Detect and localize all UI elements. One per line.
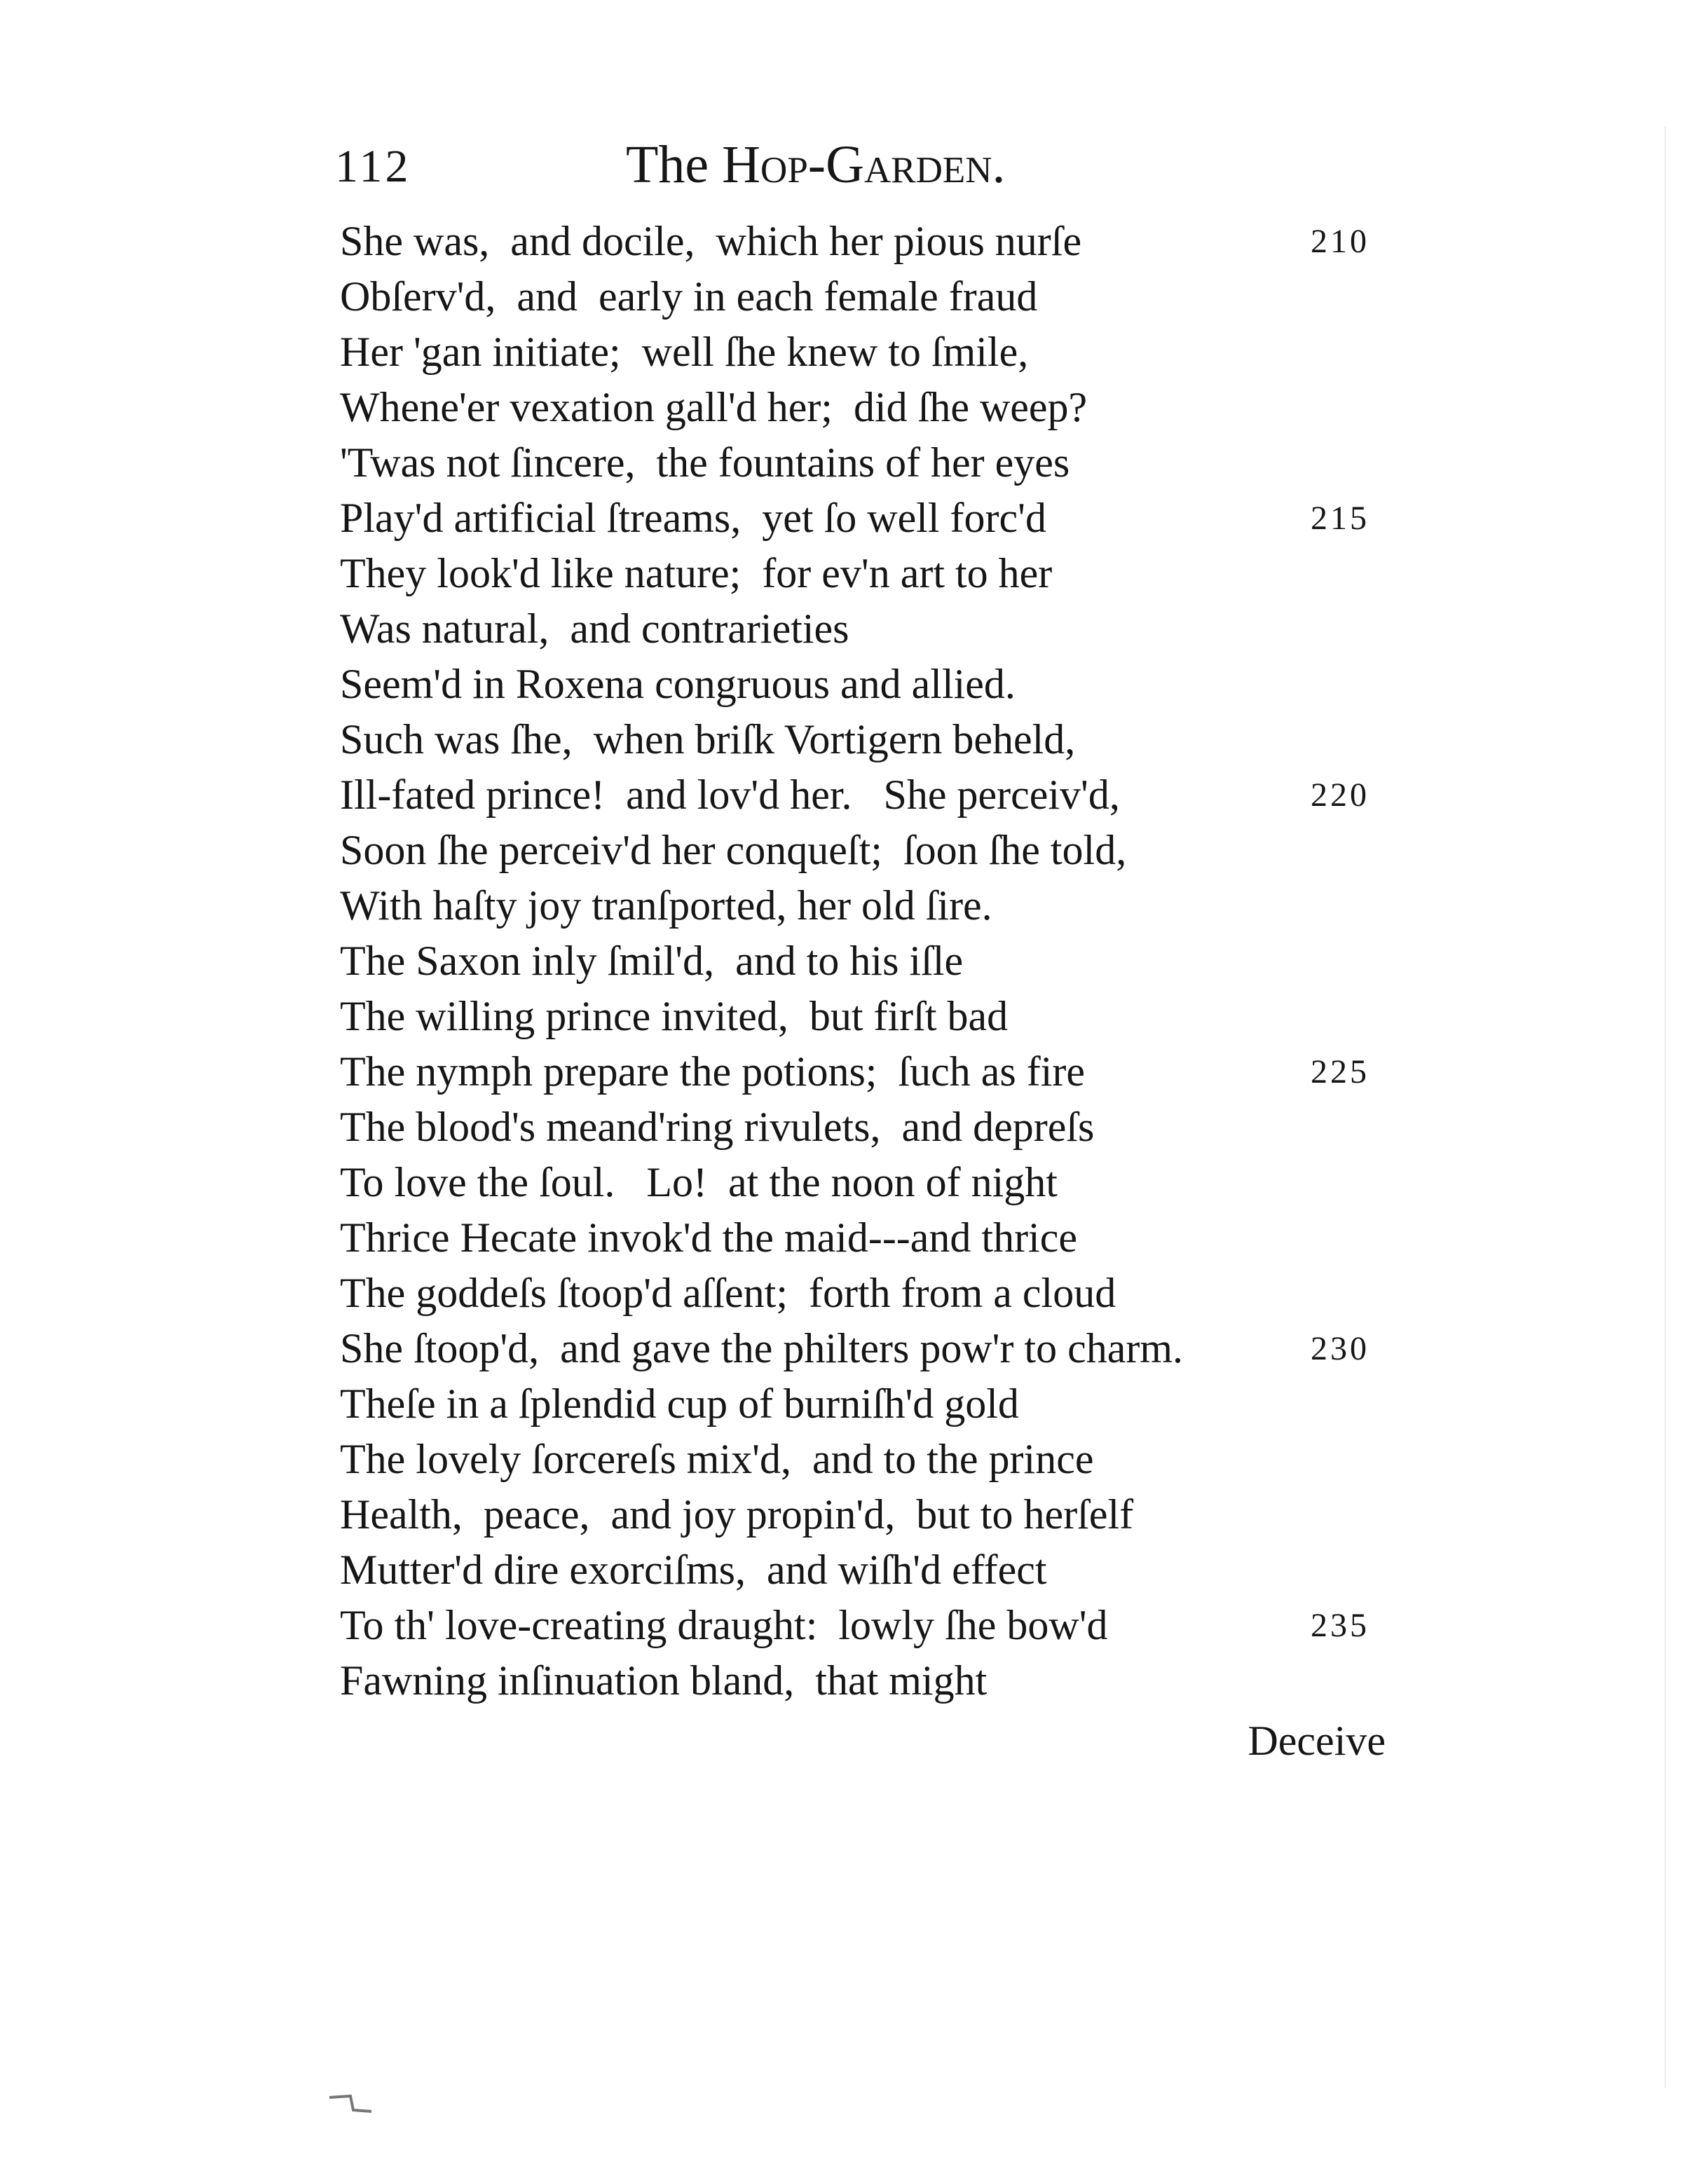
verse-line-text: Obſerv'd, and early in each female fraud bbox=[340, 273, 1038, 320]
verse-line bbox=[340, 767, 1391, 823]
verse-line bbox=[340, 1542, 1391, 1598]
verse-line bbox=[340, 1598, 1391, 1653]
verse-line-text: Seem'd in Roxena congruous and allied. bbox=[340, 661, 1016, 707]
verse-line bbox=[340, 1266, 1391, 1321]
verse-line bbox=[340, 546, 1391, 601]
verse-line-text: With haſty joy tranſported, her old ſire. bbox=[340, 882, 992, 929]
verse-line bbox=[340, 1487, 1391, 1542]
verse-line bbox=[340, 1210, 1391, 1266]
verse-line-text: Thrice Hecate invok'd the maid---and thrice bbox=[340, 1214, 1077, 1261]
verse-line-text: The lovely ſorcereſs mix'd, and to the prince bbox=[340, 1436, 1094, 1482]
line-number: 215 bbox=[1311, 500, 1369, 537]
line-number: 220 bbox=[1311, 776, 1369, 814]
verse-line-text: She ſtoop'd, and gave the philters pow'r to charm. bbox=[340, 1325, 1184, 1371]
verse-line bbox=[340, 1376, 1391, 1432]
verse-line bbox=[340, 712, 1391, 767]
verse-line-text: Such was ſhe, when briſk Vortigern beheld, bbox=[340, 716, 1076, 762]
verse-line bbox=[340, 491, 1391, 546]
verse-line-text: Whene'er vexation gall'd her; did ſhe weep? bbox=[340, 384, 1088, 430]
verse-line-text: Soon ſhe perceiv'd her conqueſt; ſoon ſhe told, bbox=[340, 827, 1127, 873]
verse-line-text: 'Twas not ſincere, the fountains of her eyes bbox=[340, 439, 1070, 486]
verse-line-text: She was, and docile, which her pious nurſe bbox=[340, 218, 1082, 264]
verse-line bbox=[340, 214, 1391, 269]
verse-line-text: The goddeſs ſtoop'd aſſent; forth from a cloud bbox=[340, 1270, 1116, 1316]
verse-line bbox=[340, 933, 1391, 989]
verse-line-text: Ill-fated prince! and lov'd her. She perceiv'd, bbox=[340, 772, 1120, 818]
verse-line-text: Fawning inſinuation bland, that might bbox=[340, 1657, 988, 1704]
verse-line-text: The Saxon inly ſmil'd, and to his iſle bbox=[340, 938, 964, 984]
page-number: 112 bbox=[335, 141, 411, 192]
verse-line-text: The blood's meand'ring rivulets, and depreſs bbox=[340, 1104, 1095, 1150]
scan-mark bbox=[329, 2092, 378, 2113]
verse-line bbox=[340, 380, 1391, 435]
verse-line bbox=[340, 1321, 1391, 1376]
verse-line-text: To love the ſoul. Lo! at the noon of night bbox=[340, 1159, 1058, 1205]
line-number: 210 bbox=[1311, 223, 1369, 260]
verse-line bbox=[340, 435, 1391, 491]
verse-block bbox=[340, 214, 1391, 1709]
verse-line-text: They look'd like nature; for ev'n art to her bbox=[340, 550, 1053, 596]
verse-line bbox=[340, 1653, 1391, 1709]
title-the: The bbox=[626, 135, 709, 194]
verse-line-text: Was natural, and contrarieties bbox=[340, 605, 849, 652]
verse-line bbox=[340, 1044, 1391, 1100]
verse-line-text: Play'd artificial ſtreams, yet ſo well forc'd bbox=[340, 495, 1046, 541]
verse-line bbox=[340, 269, 1391, 324]
verse-line-text: Health, peace, and joy propin'd, but to herſelf bbox=[340, 1491, 1134, 1538]
verse-line bbox=[340, 324, 1391, 380]
verse-line-text: The willing prince invited, but firſt bad bbox=[340, 993, 1009, 1039]
line-number: 230 bbox=[1311, 1330, 1369, 1367]
verse-line-text: Mutter'd dire exorciſms, and wiſh'd effect bbox=[340, 1547, 1047, 1593]
verse-line bbox=[340, 1155, 1391, 1210]
verse-line bbox=[340, 601, 1391, 657]
catchword: Deceive bbox=[1248, 1718, 1386, 1764]
verse-line bbox=[340, 657, 1391, 712]
verse-line bbox=[340, 1432, 1391, 1487]
verse-line-text: Her 'gan initiate; well ſhe knew to ſmile, bbox=[340, 329, 1029, 375]
verse-line bbox=[340, 1100, 1391, 1155]
verse-line bbox=[340, 989, 1391, 1044]
line-number: 225 bbox=[1311, 1053, 1369, 1090]
title-hop-garden: Hop-Garden. bbox=[722, 135, 1006, 194]
verse-line-text: The nymph prepare the potions; ſuch as fire bbox=[340, 1048, 1086, 1095]
running-header bbox=[335, 135, 1414, 203]
verse-line bbox=[340, 878, 1391, 933]
verse-line-text: Theſe in a ſplendid cup of burniſh'd gold bbox=[340, 1381, 1019, 1427]
verse-line bbox=[340, 823, 1391, 878]
running-title bbox=[626, 135, 1006, 196]
verse-line-text: To th' love-creating draught: lowly ſhe bow'd bbox=[340, 1602, 1108, 1648]
line-number: 235 bbox=[1311, 1607, 1369, 1644]
page-edge-shadow bbox=[1665, 126, 1666, 2088]
